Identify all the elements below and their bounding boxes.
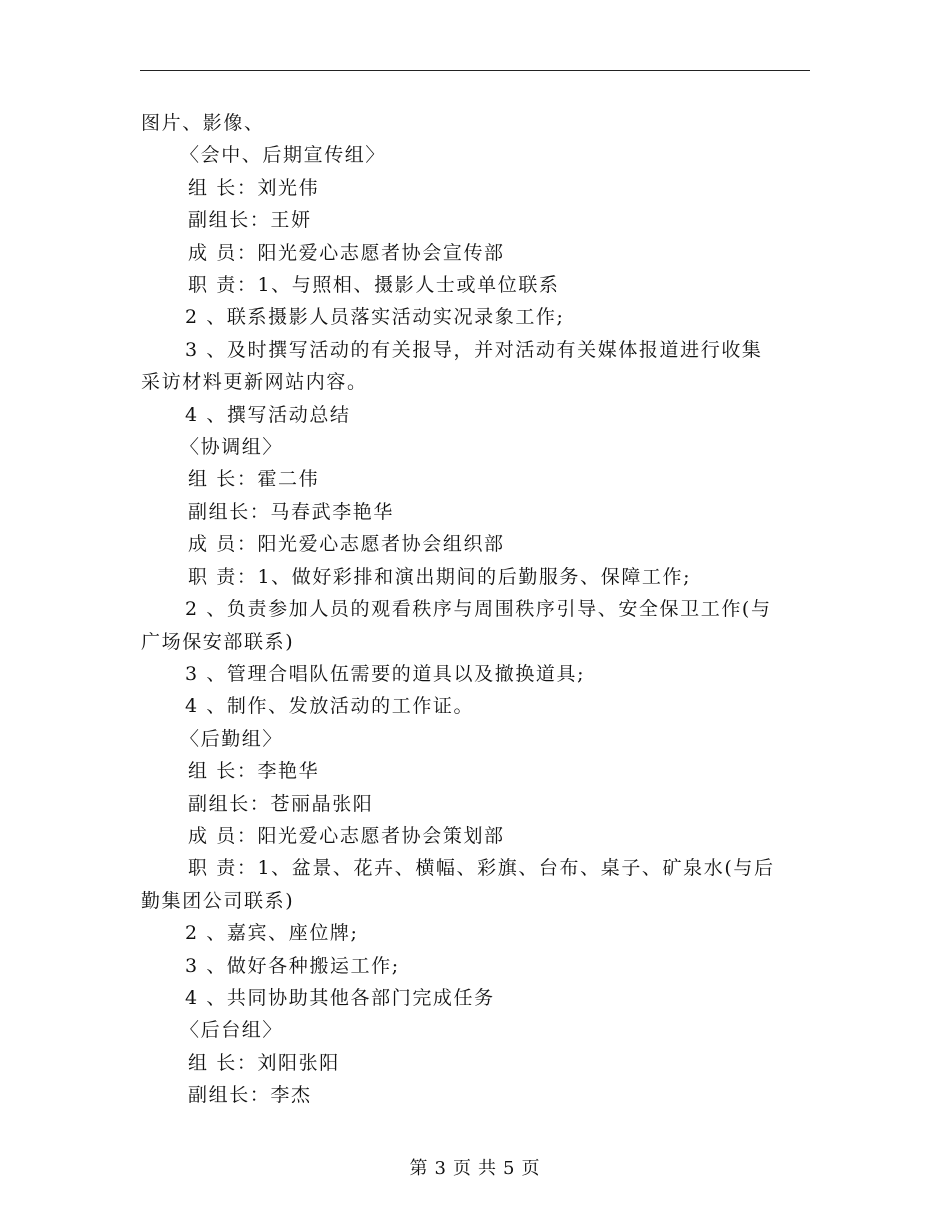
footer-page-number: 3: [434, 1158, 447, 1179]
text-line: 副组长：王妍: [188, 209, 312, 232]
text-line: 副组长：李杰: [188, 1084, 312, 1107]
footer-total-pages: 5: [503, 1158, 516, 1179]
text-line: 职 责：1、做好彩排和演出期间的后勤服务、保障工作;: [188, 565, 692, 588]
text-line: 勤集团公司联系): [141, 889, 295, 912]
text-line: 3 、做好各种搬运工作;: [185, 954, 400, 977]
text-line: 图片、影像、: [141, 112, 265, 134]
page-footer: [0, 1154, 950, 1180]
text-line: 广场保安部联系): [141, 630, 295, 653]
section-heading: 〈会中、后期宣传组〉: [180, 144, 387, 167]
text-line: 4 、撰写活动总结: [185, 403, 351, 426]
section-heading: 〈协调组〉: [180, 436, 284, 459]
text-line: 成 员：阳光爱心志愿者协会组织部: [188, 533, 505, 556]
document-body: [141, 107, 811, 1112]
text-line: 2 、嘉宾、座位牌;: [185, 922, 359, 945]
text-line: 2 、联系摄影人员落实活动实况录象工作;: [185, 306, 565, 329]
text-line: 副组长：苍丽晶张阳: [188, 792, 374, 815]
text-line: 组 长：霍二伟: [188, 468, 320, 491]
section-heading: 〈后勤组〉: [180, 727, 284, 750]
text-line: 成 员：阳光爱心志愿者协会宣传部: [188, 241, 505, 264]
section-heading: 〈后台组〉: [180, 1019, 284, 1042]
footer-prefix: 第: [409, 1158, 429, 1179]
text-line: 组 长：刘光伟: [188, 176, 320, 199]
text-line: 组 长：刘阳张阳: [188, 1051, 340, 1074]
text-line: 组 长：李艳华: [188, 760, 320, 783]
text-line: 职 责：1、盆景、花卉、横幅、彩旗、台布、桌子、矿泉水(与后: [188, 857, 775, 880]
text-line: 采访材料更新网站内容。: [141, 371, 368, 394]
text-line: 2 、负责参加人员的观看秩序与周围秩序引导、安全保卫工作(与: [185, 598, 772, 621]
footer-total-word: 共: [478, 1158, 497, 1179]
text-line: 副组长：马春武李艳华: [188, 500, 395, 523]
text-line: 成 员：阳光爱心志愿者协会策划部: [188, 824, 505, 847]
footer-suffix: 页: [521, 1158, 541, 1179]
text-line: 3 、管理合唱队伍需要的道具以及撤换道具;: [185, 662, 586, 685]
header-rule: [140, 70, 810, 71]
text-line: 4 、制作、发放活动的工作证。: [185, 695, 475, 718]
text-line: 职 责：1、与照相、摄影人士或单位联系: [188, 274, 560, 297]
text-line: 3 、及时撰写活动的有关报导，并对活动有关媒体报道进行收集: [185, 338, 763, 361]
text-line: 4 、共同协助其他各部门完成任务: [185, 986, 495, 1009]
footer-page-word: 页: [453, 1158, 472, 1179]
